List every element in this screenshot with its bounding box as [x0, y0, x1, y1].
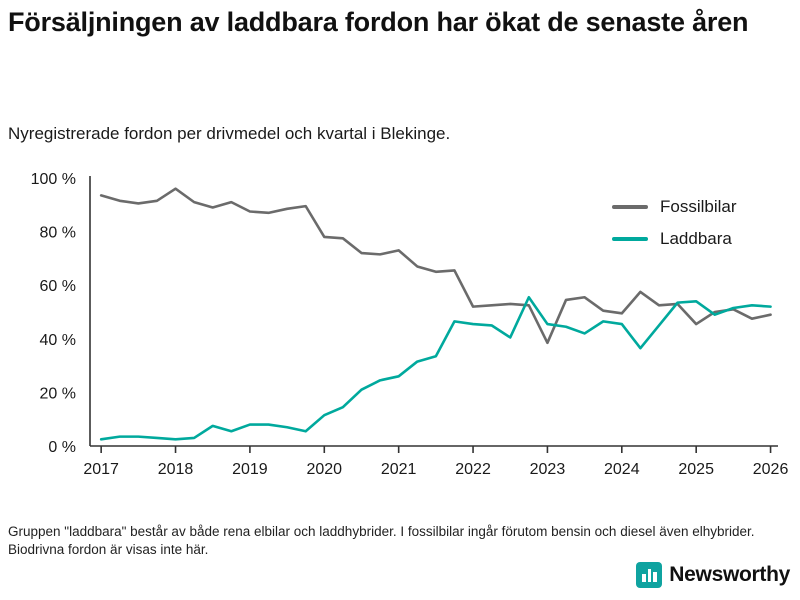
chart-plot-area: [0, 160, 800, 500]
x-axis-tick-label: 2024: [604, 461, 640, 478]
y-axis-tick-label: 80 %: [39, 224, 76, 242]
x-axis-tick-label: 2018: [157, 461, 194, 478]
legend-item-laddbara: [612, 225, 792, 253]
x-axis-tick-label: 2023: [529, 461, 566, 478]
legend-swatch-laddbara: [612, 237, 648, 241]
chart-subtitle: Nyregistrerade fordon per drivmedel och kvartal i Blekinge.: [8, 124, 451, 143]
x-axis-tick-label: 2017: [83, 461, 119, 478]
x-axis-tick-label: 2021: [380, 461, 417, 478]
chart-footnote: Gruppen "laddbara" består av både rena elbilar och laddhybrider. I fossilbilar ingår förutom bensin och diesel även elhybrider. Biodrivna fordon är visas inte här.: [8, 524, 755, 558]
x-axis-tick-label: 2022: [455, 461, 491, 478]
bar-chart-icon: [636, 562, 662, 588]
x-axis-tick-label: 2025: [678, 461, 714, 478]
x-axis-tick-label: 2020: [306, 461, 343, 478]
y-axis-tick-label: 0 %: [48, 439, 76, 456]
legend-swatch-fossilbilar: [612, 205, 648, 209]
legend-label-laddbara: Laddbara: [660, 229, 732, 248]
legend-item-fossilbilar: [612, 193, 792, 221]
brand-logo: [636, 562, 790, 588]
brand-name: Newsworthy: [669, 563, 790, 586]
x-axis-tick-label: 2019: [232, 461, 268, 478]
chart-legend: [612, 193, 792, 257]
page-title: Försäljningen av laddbara fordon har ökat de senaste åren: [8, 7, 749, 37]
y-axis-tick-label: 100 %: [30, 171, 76, 188]
x-axis-tick-label: 2026: [752, 461, 789, 478]
y-axis-tick-label: 20 %: [39, 385, 76, 403]
series-line-laddbara: [101, 297, 770, 439]
legend-label-fossilbilar: Fossilbilar: [660, 197, 737, 216]
y-axis-tick-label: 60 %: [39, 278, 76, 296]
y-axis-tick-label: 40 %: [39, 331, 76, 349]
